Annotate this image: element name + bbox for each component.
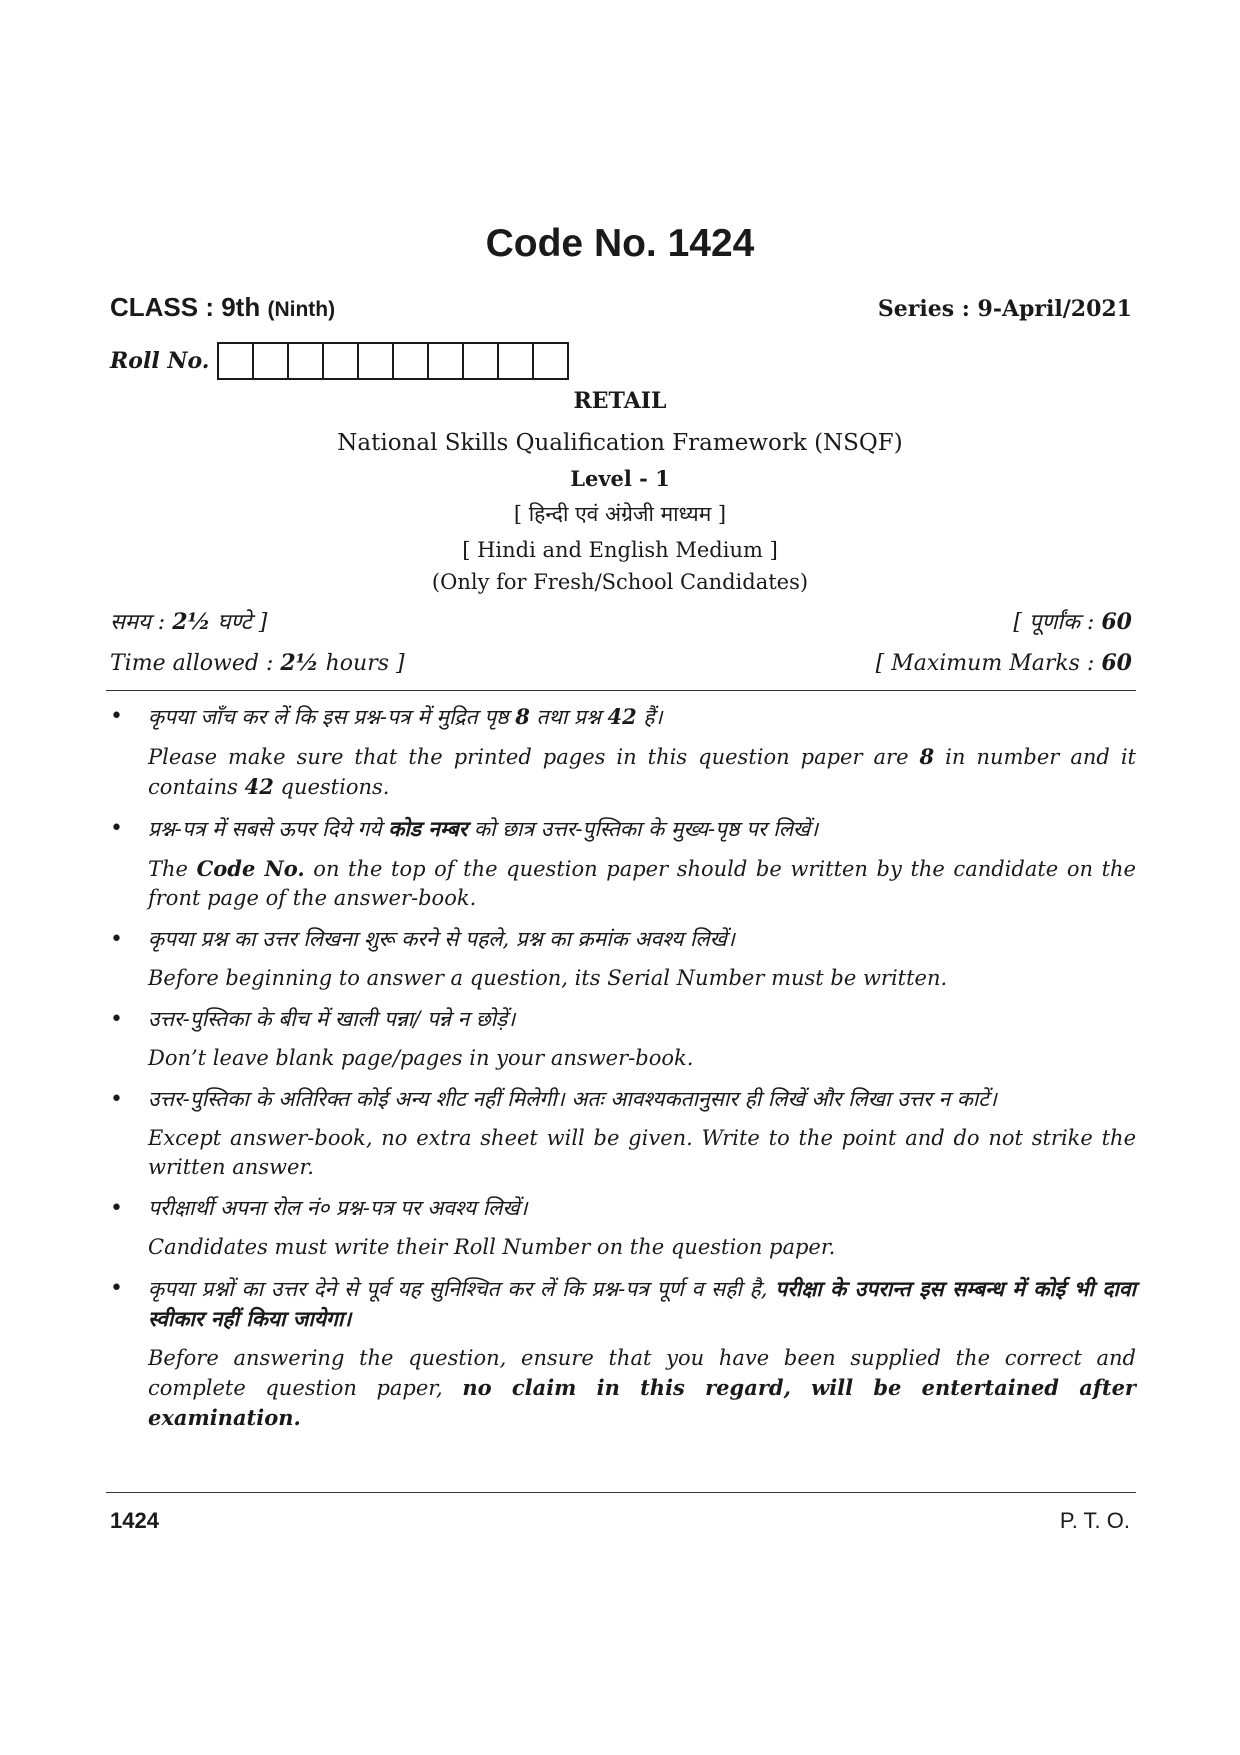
code-number-emphasis: कोड नम्बर xyxy=(388,816,468,841)
roll-number-box[interactable] xyxy=(217,342,254,380)
roll-label: Roll No. xyxy=(110,348,210,374)
text-segment: हैं। xyxy=(636,705,663,729)
footer-code: 1424 xyxy=(110,1508,159,1533)
code-number-title: Code No. 1424 xyxy=(485,222,755,265)
instruction-english: Before beginning to answer a question, its Serial Number must be written. xyxy=(148,966,948,990)
bullet-icon: • xyxy=(110,1276,123,1301)
instruction-item xyxy=(106,814,1136,913)
medium-hindi: [ हिन्दी एवं अंग्रेजी माध्यम ] xyxy=(513,502,727,526)
class-label xyxy=(110,292,335,323)
instruction-item xyxy=(106,1194,1136,1262)
marks-hindi-label: [ पूर्णांक : xyxy=(1013,610,1095,635)
roll-number-box[interactable] xyxy=(532,342,569,380)
bullet-icon: • xyxy=(110,1196,123,1221)
instruction-hindi: कृपया प्रश्न का उत्तर लिखना शुरू करने से पहले, प्रश्न का क्रमांक अवश्य लिखें। xyxy=(148,927,735,951)
marks-english xyxy=(876,650,1132,676)
time-english-value: 2½ xyxy=(280,650,319,676)
question-count: 42 xyxy=(244,774,274,799)
text-segment: कृपया प्रश्नों का उत्तर देने से पूर्व यह सुनिश्चित कर लें कि प्रश्न-पत्र पूर्ण व सही है, xyxy=(148,1277,776,1301)
text-segment: को छात्र उत्तर-पुस्तिका के मुख्य-पृष्ठ पर लिखें। xyxy=(467,817,819,841)
roll-number-box[interactable] xyxy=(357,342,394,380)
subject-name: RETAIL xyxy=(573,388,667,414)
instruction-english: Except answer-book, no extra sheet will be given. Write to the point and do not strike the written answer. xyxy=(148,1126,1136,1179)
instruction-hindi: उत्तर-पुस्तिका के बीच में खाली पन्ना/ पन्ने न छोड़ें। xyxy=(148,1007,516,1031)
instructions-list xyxy=(106,702,1136,1445)
instruction-item xyxy=(106,1085,1136,1182)
roll-number-box[interactable] xyxy=(287,342,324,380)
instruction-hindi xyxy=(148,814,1136,844)
bottom-divider xyxy=(106,1492,1136,1493)
roll-number-box[interactable] xyxy=(427,342,464,380)
class-suffix: (Ninth) xyxy=(267,298,336,321)
instruction-english xyxy=(148,854,1136,913)
text-segment: The xyxy=(148,857,197,881)
instruction-hindi: उत्तर-पुस्तिका के अतिरिक्त कोई अन्य शीट नहीं मिलेगी। अतः आवश्यकतानुसार ही लिखें और लिखा उत्तर न काटें। xyxy=(148,1087,997,1111)
text-segment: तथा प्रश्न xyxy=(529,705,608,729)
instruction-item xyxy=(106,1274,1136,1433)
marks-english-label: [ Maximum Marks : xyxy=(875,651,1095,676)
page-count: 8 xyxy=(515,704,530,729)
series-label: Series : 9-April/2021 xyxy=(877,296,1132,322)
instruction-item xyxy=(106,925,1136,993)
time-english-label: Time allowed : xyxy=(110,651,274,676)
roll-number-box[interactable] xyxy=(462,342,499,380)
text-segment: प्रश्न-पत्र में सबसे ऊपर दिये गये xyxy=(148,817,389,841)
bullet-icon: • xyxy=(110,816,123,841)
candidates-note: (Only for Fresh/School Candidates) xyxy=(431,570,809,594)
bullet-icon: • xyxy=(110,927,123,952)
roll-number-box[interactable] xyxy=(322,342,359,380)
roll-number-box[interactable] xyxy=(252,342,289,380)
instruction-item xyxy=(106,702,1136,802)
text-segment: कृपया जाँच कर लें कि इस प्रश्न-पत्र में मुद्रित पृष्ठ xyxy=(148,705,516,729)
time-hindi-value: 2½ xyxy=(172,609,211,635)
code-number-emphasis: Code No. xyxy=(196,856,305,881)
roll-number-boxes xyxy=(219,342,569,380)
text-segment: questions. xyxy=(273,775,390,799)
page-count: 8 xyxy=(919,744,935,769)
footer-pto: P. T. O. xyxy=(1059,1508,1130,1533)
claim-warning: no claim in this regard, will be entertained after examination. xyxy=(148,1375,1136,1430)
roll-number-row xyxy=(110,342,569,380)
claim-warning: परीक्षा के उपरान्त इस सम्बन्ध में कोई भी दावा स्वीकार नहीं किया जायेगा। xyxy=(148,1276,1136,1331)
instruction-english: Candidates must write their Roll Number on the question paper. xyxy=(148,1235,836,1259)
medium-english: [ Hindi and English Medium ] xyxy=(462,538,778,562)
instruction-hindi: परीक्षार्थी अपना रोल नं० प्रश्न-पत्र पर अवश्य लिखें। xyxy=(148,1196,528,1220)
marks-hindi-value: 60 xyxy=(1101,609,1132,635)
instruction-english xyxy=(148,742,1136,802)
instruction-english: Don’t leave blank page/pages in your answer-book. xyxy=(148,1046,694,1070)
instruction-hindi xyxy=(148,702,1136,732)
time-english-unit: hours ] xyxy=(325,651,405,676)
text-segment: on the top of the question paper should be written by the candidate on the front page of the answer-book. xyxy=(148,857,1136,910)
instruction-hindi xyxy=(148,1274,1136,1334)
text-segment: in number and it contains xyxy=(148,745,1136,799)
marks-english-value: 60 xyxy=(1101,650,1132,676)
time-hindi xyxy=(110,606,267,636)
top-divider xyxy=(106,690,1136,691)
bullet-icon: • xyxy=(110,1087,123,1112)
instruction-english xyxy=(148,1344,1136,1433)
text-segment: Please make sure that the printed pages in this question paper are xyxy=(148,745,920,769)
text-segment: Before answering the question, ensure that you have been supplied the correct and complete question paper, xyxy=(148,1346,1136,1400)
instruction-item xyxy=(106,1005,1136,1073)
level-label: Level - 1 xyxy=(570,466,670,491)
class-text: CLASS : 9th xyxy=(110,292,261,322)
time-hindi-unit: घण्टे ] xyxy=(217,610,268,635)
framework-name: National Skills Qualification Framework (NSQF) xyxy=(337,430,903,456)
roll-number-box[interactable] xyxy=(392,342,429,380)
time-hindi-label: समय : xyxy=(110,610,166,635)
time-english xyxy=(110,650,405,676)
bullet-icon: • xyxy=(110,704,123,729)
bullet-icon: • xyxy=(110,1007,123,1032)
roll-number-box[interactable] xyxy=(497,342,534,380)
question-count: 42 xyxy=(607,704,637,729)
marks-hindi xyxy=(1013,606,1132,636)
